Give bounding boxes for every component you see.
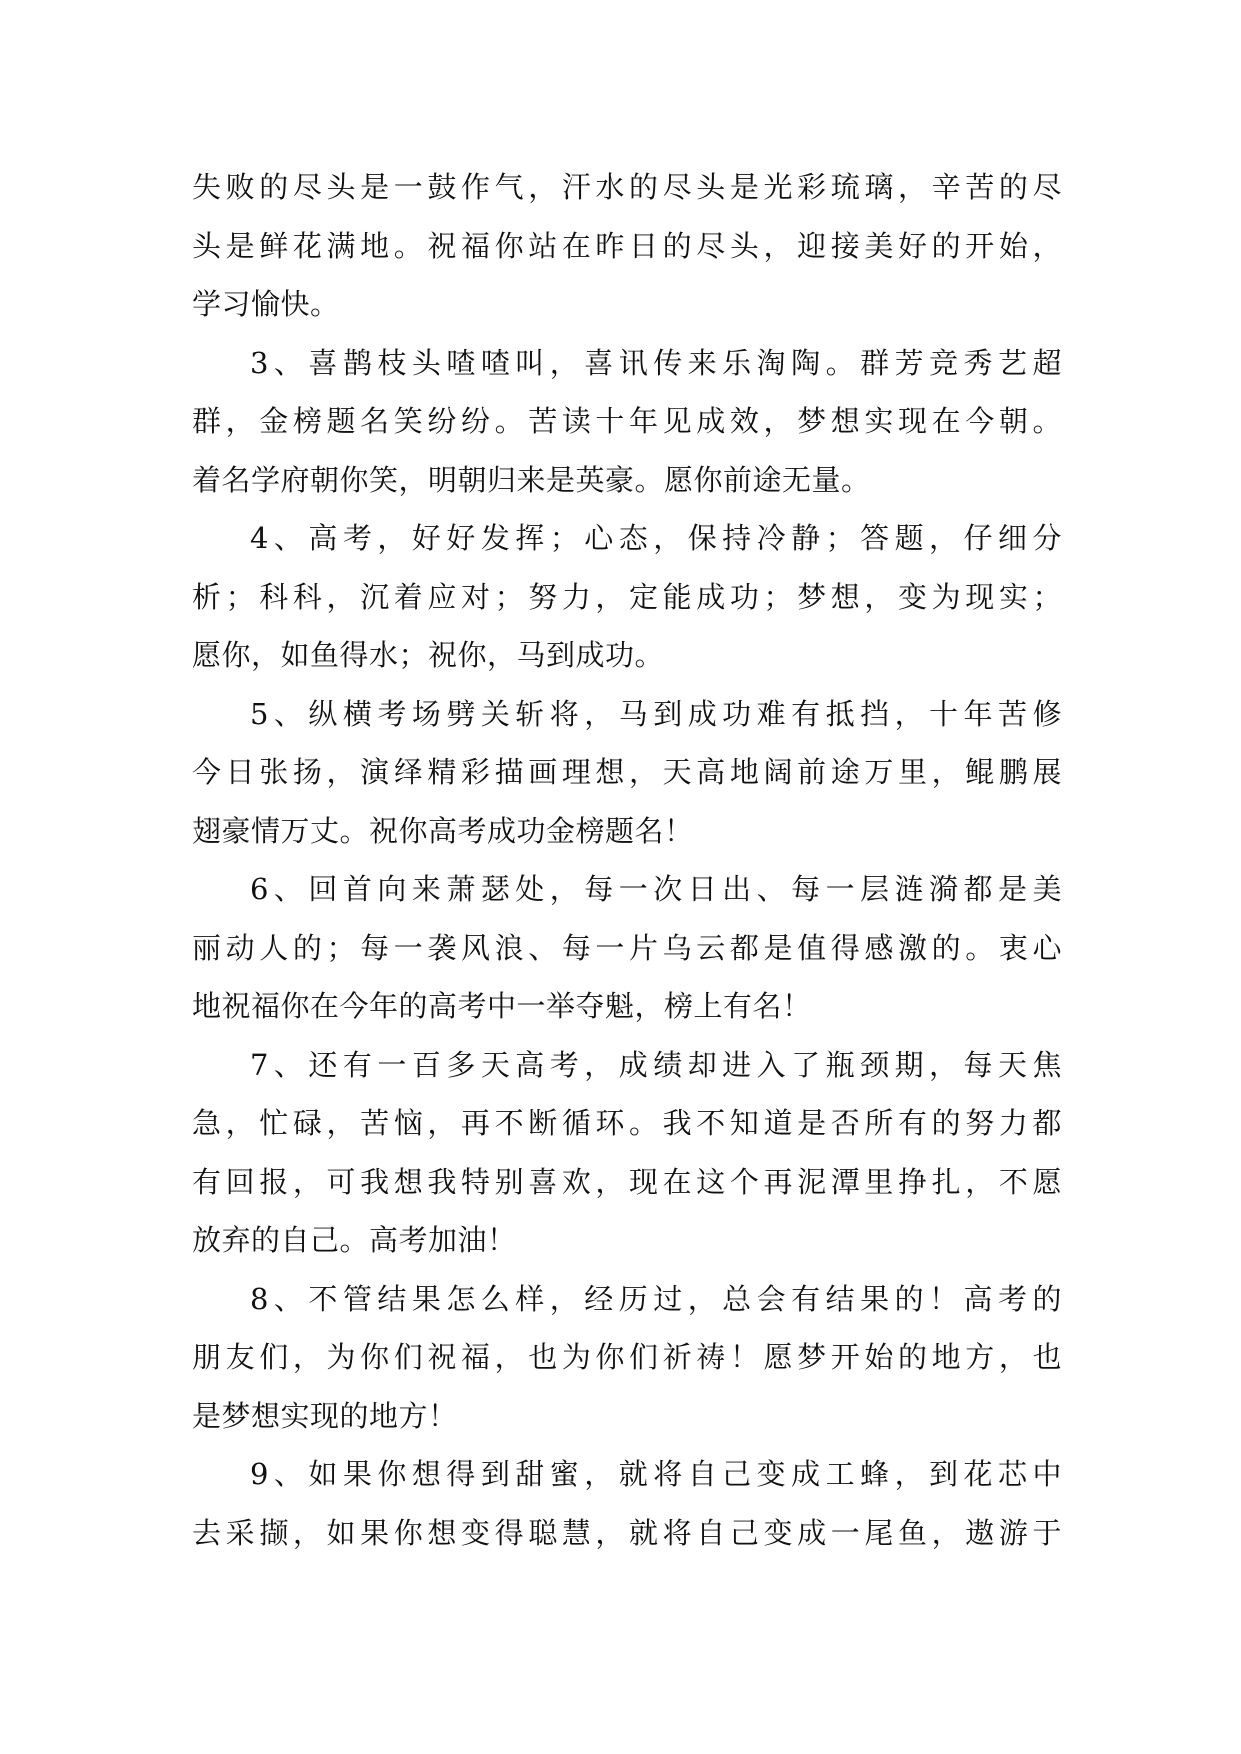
text-line: 翅豪情万丈。祝你高考成功金榜题名！ xyxy=(192,813,694,848)
text-line: 朋友们，为你们祝福，也为你们祈祷！愿梦开始的地方，也 xyxy=(192,1340,1062,1374)
body-text xyxy=(192,158,1062,1562)
text-line: 丽动人的；每一袭风浪、每一片乌云都是值得感激的。衷心 xyxy=(192,930,1062,965)
paragraph xyxy=(192,334,1062,510)
text-line: 是梦想实现的地方！ xyxy=(192,1398,458,1433)
text-line: 6、回首向来萧瑟处，每一次日出、每一层涟漪都是美 xyxy=(250,872,1062,906)
text-line: 8、不管结果怎么样，经历过，总会有结果的！高考的 xyxy=(250,1281,1062,1316)
text-line: 学习愉快。 xyxy=(192,287,340,321)
text-line: 着名学府朝你笑，明朝归来是英豪。愿你前途无量。 xyxy=(192,462,871,497)
text-line: 3、喜鹊枝头喳喳叫，喜讯传来乐淘陶。群芳竞秀艺超 xyxy=(250,345,1062,380)
text-line: 9、如果你想得到甜蜜，就将自己变成工蜂，到花芯中 xyxy=(250,1457,1062,1491)
text-line: 群，金榜题名笑纷纷。苦读十年见成效，梦想实现在今朝。 xyxy=(192,404,1062,438)
text-line: 去采撷，如果你想变得聪慧，就将自己变成一尾鱼，遨游于 xyxy=(192,1515,1062,1550)
text-line: 4、高考，好好发挥；心态，保持冷静；答题，仔细分 xyxy=(250,521,1062,555)
text-line: 头是鲜花满地。祝福你站在昨日的尽头，迎接美好的开始， xyxy=(192,228,1062,263)
text-line: 今日张扬，演绎精彩描画理想，天高地阔前途万里，鲲鹏展 xyxy=(192,755,1062,789)
paragraph xyxy=(192,860,1062,1036)
paragraph xyxy=(192,158,1062,334)
text-line: 愿你，如鱼得水；祝你，马到成功。 xyxy=(192,638,665,672)
text-line: 放弃的自己。高考加油！ xyxy=(192,1223,517,1257)
text-line: 7、还有一百多天高考，成绩却进入了瓶颈期，每天焦 xyxy=(250,1047,1062,1082)
text-line: 失败的尽头是一鼓作气，汗水的尽头是光彩琉璃，辛苦的尽 xyxy=(192,170,1062,204)
text-line: 急，忙碌，苦恼，再不断循环。我不知道是否所有的努力都 xyxy=(192,1106,1062,1140)
paragraph xyxy=(192,1036,1062,1270)
text-line: 5、纵横考场劈关斩将，马到成功难有抵挡，十年苦修 xyxy=(250,696,1062,731)
paragraph xyxy=(192,1445,1062,1562)
text-line: 有回报，可我想我特别喜欢，现在这个再泥潭里挣扎，不愿 xyxy=(192,1164,1062,1199)
text-line: 地祝福你在今年的高考中一举夺魁，榜上有名！ xyxy=(192,989,812,1023)
paragraph xyxy=(192,1270,1062,1446)
text-line: 析；科科，沉着应对；努力，定能成功；梦想，变为现实； xyxy=(192,579,1062,614)
paragraph xyxy=(192,509,1062,685)
paragraph xyxy=(192,685,1062,861)
